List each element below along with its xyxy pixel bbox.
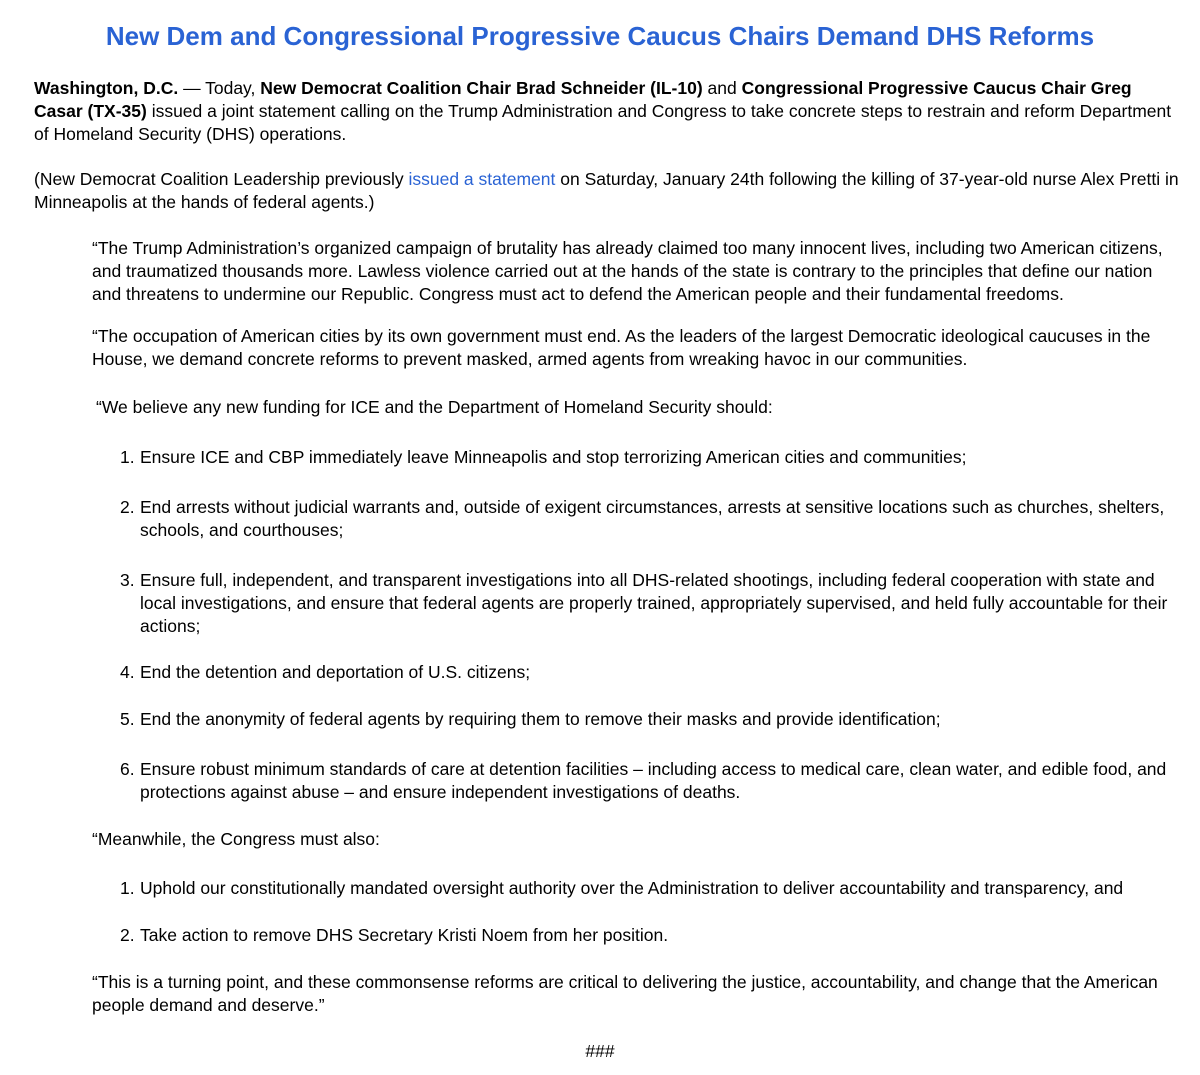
list-item (120, 877, 1180, 900)
chair-schneider: New Democrat Coalition Chair Brad Schneider (IL-10) (260, 78, 703, 98)
previous-statement-paragraph (34, 168, 1184, 214)
list-item-number: 3. (120, 570, 135, 590)
list-item-number: 2. (120, 497, 135, 517)
end-mark: ### (585, 1041, 615, 1061)
list-item-text: Uphold our constitutionally mandated oversight authority over the Administration to deliver accountability and transparency, and (140, 878, 1124, 898)
previous-text-before: (New Democrat Coalition Leadership previously (34, 169, 409, 189)
dateline: Washington, D.C. (34, 78, 179, 98)
previous-text-after: on Saturday, January 24th following the killing of 37-year-old nurse Alex Pretti in Minneapolis at the hands of federal agents.) (34, 169, 1179, 212)
list-item-text: Ensure full, independent, and transparent investigations into all DHS-related shootings, including federal cooperation with state and local investigations, and ensure that federal agents are properly trained, appropriately supervised, and held fully accountable for their actions; (140, 570, 1168, 636)
list-item-number: 4. (120, 662, 135, 682)
intro-paragraph (34, 77, 1184, 146)
quote-occupation: “The occupation of American cities by its own government must end. As the leaders of the largest Democratic ideological caucuses in the House, we demand concrete reforms to prevent masked, armed agents from wreaking havoc in our communities. (92, 326, 1151, 369)
list-item-text: Ensure robust minimum standards of care at detention facilities – including access to medical care, clean water, and edible food, and protections against abuse – and ensure independent investigations of deaths. (140, 759, 1167, 802)
list-item-number: 1. (120, 878, 135, 898)
quote-brutality: “The Trump Administration’s organized campaign of brutality has already claimed too many innocent lives, including two American citizens, and traumatized thousands more. Lawless violence carried out at the hands of the state is contrary to the principles that define our nation and threatens to undermine our Republic. Congress must act to defend the American people and their fundamental freedoms. (92, 238, 1163, 304)
quote-turning-point: “This is a turning point, and these commonsense reforms are critical to delivering the justice, accountability, and change that the American people demand and deserve.” (92, 972, 1158, 1015)
chair-casar: Congressional Progressive Caucus Chair Greg Casar (TX-35) (34, 78, 1132, 121)
list-item-number: 5. (120, 709, 135, 729)
list-item (120, 924, 1180, 947)
list-item (120, 496, 1180, 542)
list-item (120, 446, 1180, 469)
list-item (120, 569, 1180, 638)
intro-text-and: and (702, 78, 742, 98)
quote-funding-intro: “We believe any new funding for ICE and the Department of Homeland Security should: (96, 397, 773, 417)
quote-meanwhile: “Meanwhile, the Congress must also: (92, 829, 380, 849)
intro-text-today: — Today, (178, 78, 261, 98)
list-item (120, 758, 1180, 804)
list-item-number: 1. (120, 447, 135, 467)
list-item (120, 661, 1180, 684)
list-item-number: 2. (120, 925, 135, 945)
list-item-text: Take action to remove DHS Secretary Kristi Noem from her position. (140, 925, 669, 945)
page-title: New Dem and Congressional Progressive Caucus Chairs Demand DHS Reforms (105, 21, 1095, 51)
list-item-number: 6. (120, 759, 135, 779)
list-item-text: End the detention and deportation of U.S. citizens; (140, 662, 531, 682)
list-item-text: End the anonymity of federal agents by requiring them to remove their masks and provide identification; (140, 709, 941, 729)
issued-statement-link[interactable]: issued a statement (408, 169, 556, 189)
intro-text-rest: issued a joint statement calling on the Trump Administration and Congress to take concrete steps to restrain and reform Department of Homeland Security (DHS) operations. (34, 101, 1172, 144)
list-item (120, 708, 1180, 731)
list-item-text: Ensure ICE and CBP immediately leave Minneapolis and stop terrorizing American cities and communities; (140, 447, 967, 467)
list-item-text: End arrests without judicial warrants and, outside of exigent circumstances, arrests at sensitive locations such as churches, shelters, schools, and courthouses; (140, 497, 1165, 540)
